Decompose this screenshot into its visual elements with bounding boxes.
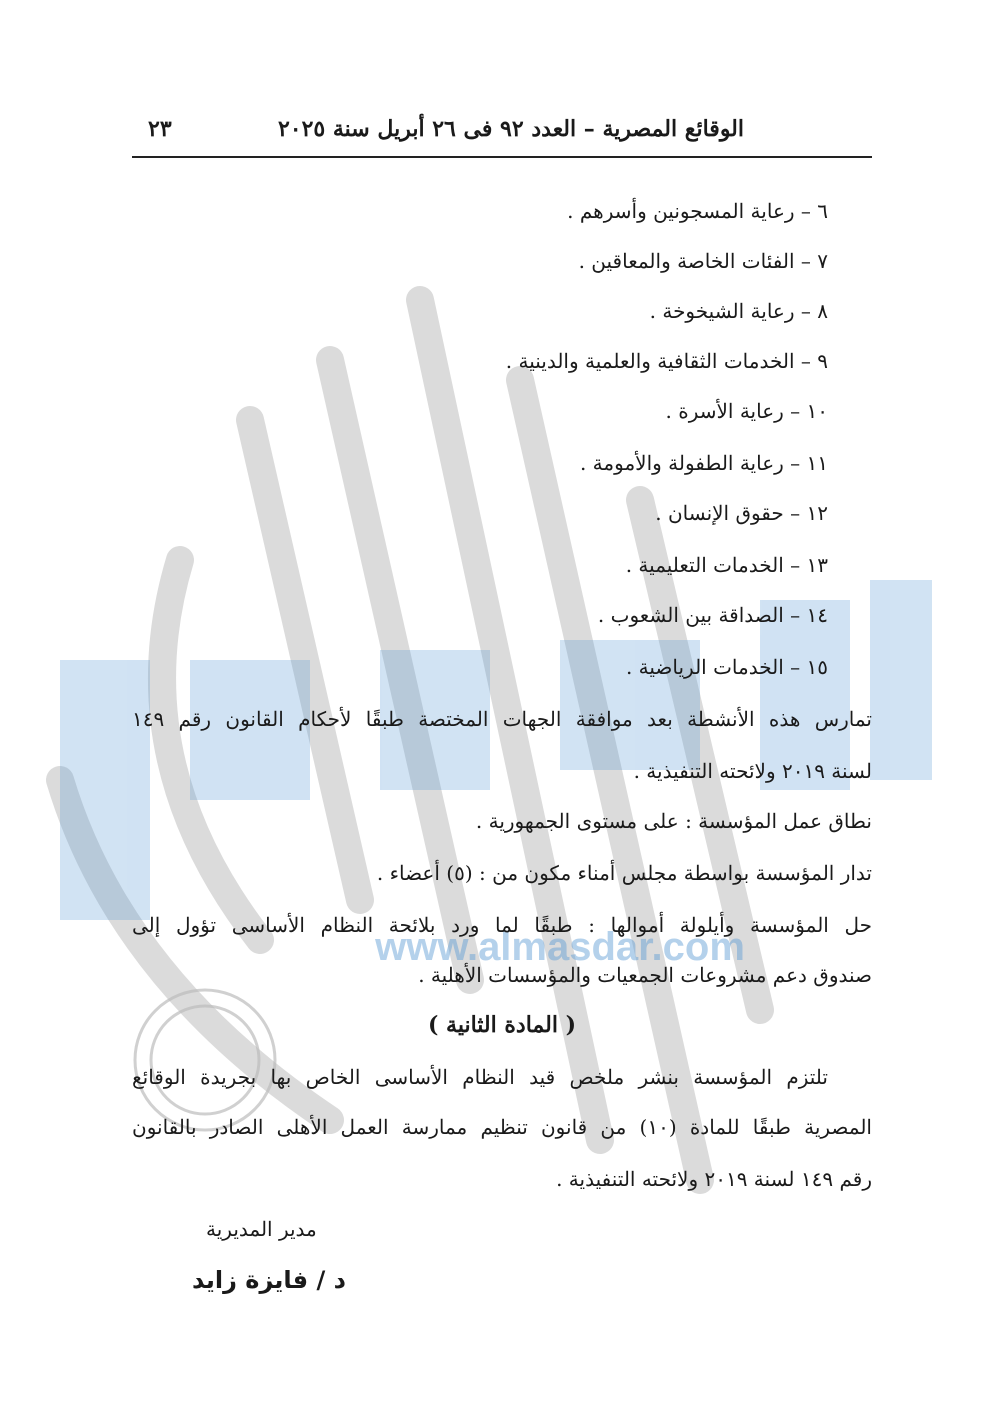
list-item: ٦ – رعاية المسجونين وأسرهم . <box>567 199 828 223</box>
list-item: ١٠ – رعاية الأسرة . <box>665 399 828 423</box>
signature-title: مدير المديرية <box>206 1217 317 1241</box>
list-item: ١١ – رعاية الطفولة والأمومة . <box>579 451 828 475</box>
page-header <box>132 116 872 156</box>
activities-line-2: لسنة ٢٠١٩ ولائحته التنفيذية . <box>633 759 872 783</box>
list-item: ٨ – رعاية الشيخوخة . <box>649 299 828 323</box>
signature-name: د / فايزة زايد <box>192 1266 346 1294</box>
list-item: ١٢ – حقوق الإنسان . <box>655 501 828 525</box>
article-two-heading: ( المادة الثانية ) <box>427 1012 577 1038</box>
dissolution-line-2: صندوق دعم مشروعات الجمعيات والمؤسسات الأهلية . <box>418 963 872 987</box>
list-item: ١٣ – الخدمات التعليمية . <box>625 553 828 577</box>
activities-line-1: تمارس هذه الأنشطة بعد موافقة الجهات المختصة طبقًا لأحكام القانون رقم ١٤٩ <box>132 707 872 731</box>
list-item: ١٥ – الخدمات الرياضية . <box>625 655 828 679</box>
management-text: تدار المؤسسة بواسطة مجلس أمناء مكون من : (٥) أعضاء . <box>376 861 872 885</box>
page-number: ٢٣ <box>148 116 172 142</box>
article-two-line-3: رقم ١٤٩ لسنة ٢٠١٩ ولائحته التنفيذية . <box>556 1167 872 1191</box>
article-two-line-2: المصرية طبقًا للمادة (١٠) من قانون تنظيم ممارسة العمل الأهلى الصادر بالقانون <box>132 1115 872 1139</box>
header-divider <box>132 156 872 158</box>
scope-text: نطاق عمل المؤسسة : على مستوى الجمهورية . <box>475 809 872 833</box>
watermark-url: www.almasdar.com <box>375 925 745 969</box>
list-item: ٩ – الخدمات الثقافية والعلمية والدينية . <box>505 349 828 373</box>
list-item: ١٤ – الصداقة بين الشعوب . <box>597 603 828 627</box>
gazette-title: الوقائع المصرية – العدد ٩٢ فى ٢٦ أبريل سنة ٢٠٢٥ <box>277 116 744 142</box>
article-two-line-1: تلتزم المؤسسة بنشر ملخص قيد النظام الأساسى الخاص بها بجريدة الوقائع <box>132 1065 828 1089</box>
list-item: ٧ – الفئات الخاصة والمعاقين . <box>578 249 828 273</box>
dissolution-line-1: حل المؤسسة وأيلولة أموالها : طبقًا لما ورد بلائحة النظام الأساسى تؤول إلى <box>132 913 872 937</box>
